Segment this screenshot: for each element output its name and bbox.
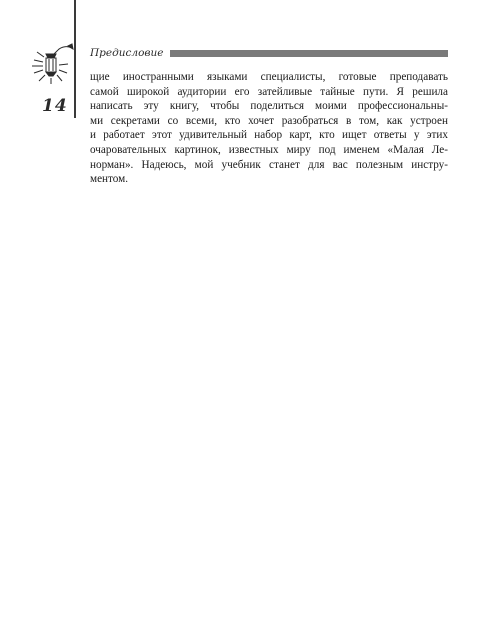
running-header — [90, 46, 448, 60]
text-line: ми секретами со всеми, кто хочет разобраться в том, как устроен — [90, 114, 448, 127]
section-title: Предисловие — [90, 47, 164, 59]
header-bar — [170, 50, 449, 57]
margin-rule — [74, 0, 76, 118]
text-line: ментом. — [90, 173, 129, 186]
lamp-icon — [28, 40, 74, 84]
text-line: щие иностранными языками специалисты, готовые преподавать — [90, 71, 448, 83]
page-number: 14 — [42, 96, 68, 116]
text-line: самой широкой аудитории его затейливые тайные пути. Я решила — [90, 85, 448, 98]
text-line: норман». Надеюсь, мой учебник станет для вас полезным инстру- — [90, 158, 448, 171]
text-line: написать эту книгу, чтобы поделиться моими профессиональны- — [90, 100, 448, 113]
text-line: и работает этот удивительный набор карт, кто ищет ответы у этих — [90, 129, 448, 142]
body-paragraph — [90, 70, 448, 187]
text-line: очаровательных картинок, известных миру под именем «Малая Ле- — [90, 143, 448, 156]
